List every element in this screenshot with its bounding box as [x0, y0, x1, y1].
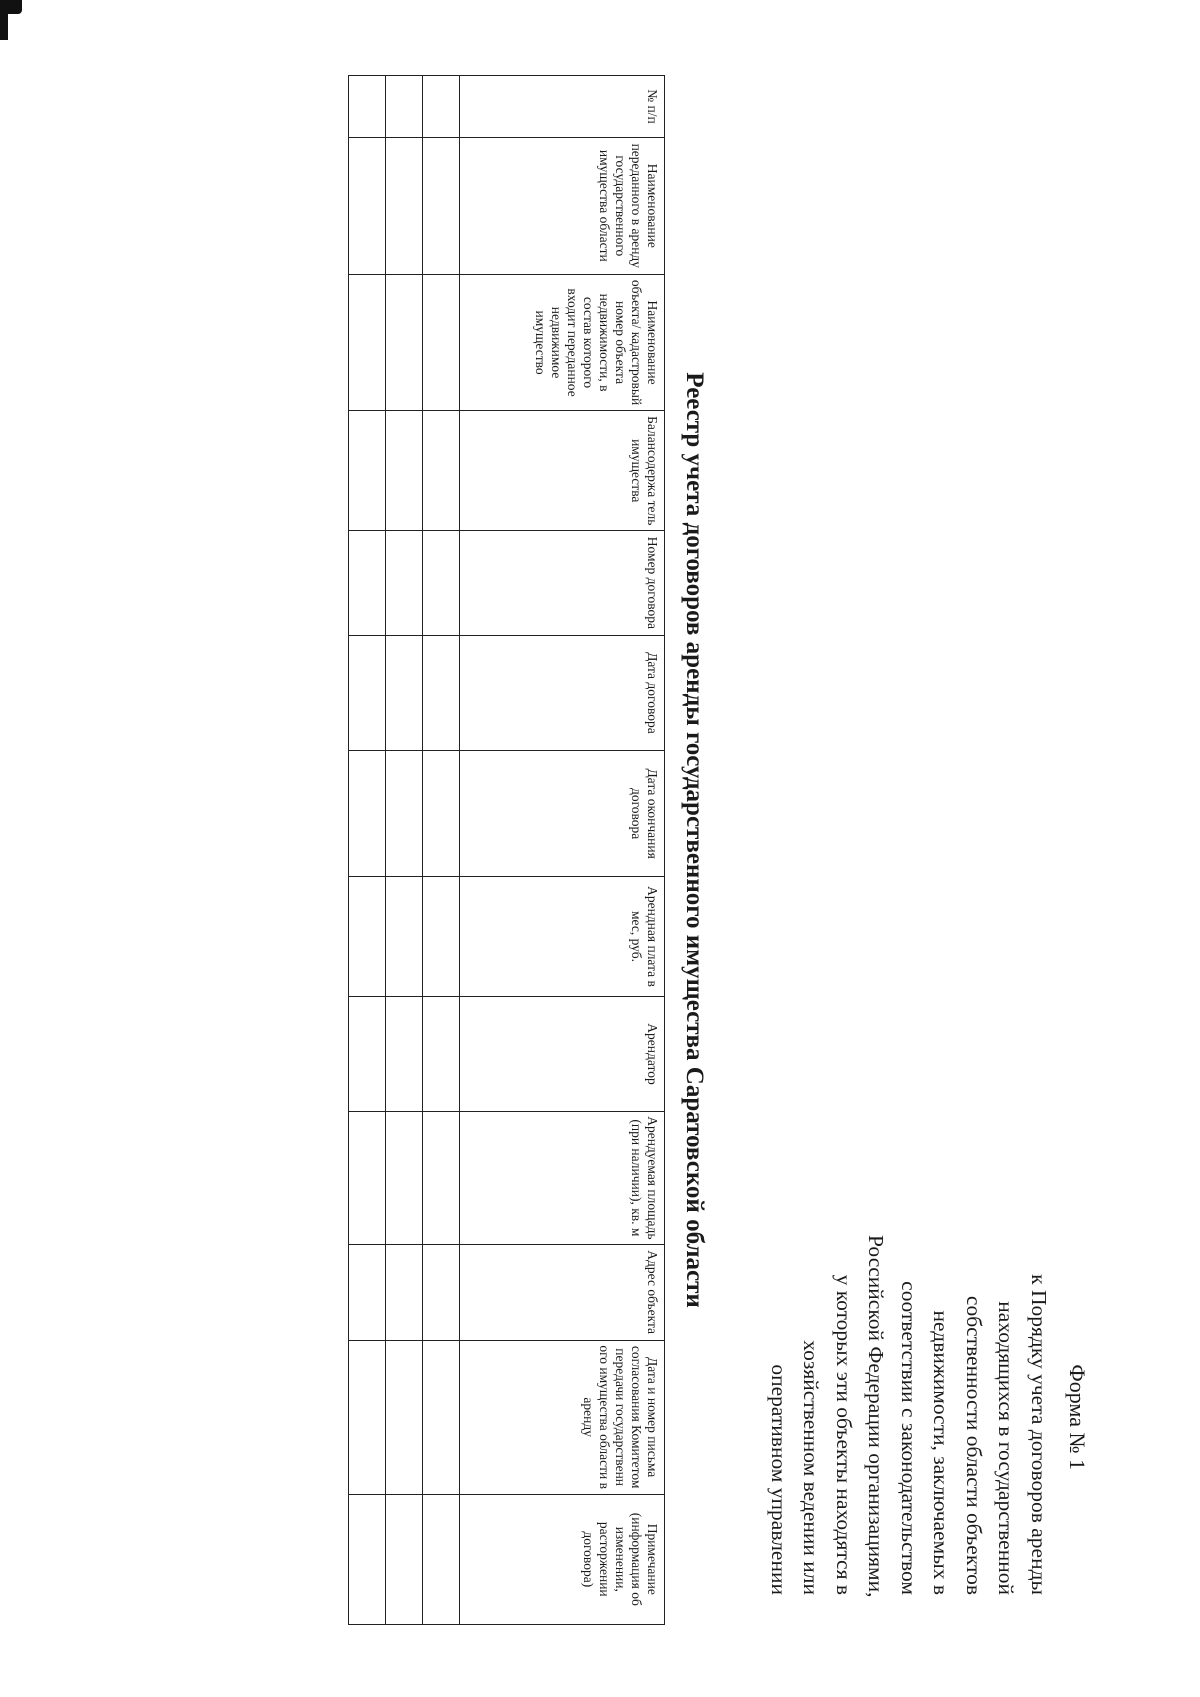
- column-header: Балансодержа тель имущества: [460, 411, 665, 531]
- order-line: недвижимости, заключаемых в: [929, 1310, 954, 1595]
- column-header: Дата договора: [460, 635, 665, 750]
- table-cell[interactable]: [349, 531, 386, 636]
- order-line: соответствии с законодательством: [897, 1281, 921, 1595]
- header-block: [730, 1170, 1150, 1610]
- table-cell[interactable]: [349, 411, 386, 531]
- table-cell[interactable]: [423, 531, 460, 636]
- table-cell[interactable]: [386, 137, 423, 274]
- table-cell[interactable]: [386, 531, 423, 636]
- order-line: находящихся в государственной: [994, 1301, 1019, 1595]
- column-header: Дата окончания договора: [460, 751, 665, 877]
- table-cell[interactable]: [349, 877, 386, 997]
- table-row: [349, 76, 386, 1625]
- table-cell[interactable]: [386, 635, 423, 750]
- table-cell[interactable]: [423, 996, 460, 1111]
- table-cell[interactable]: [423, 1340, 460, 1494]
- document-title: Реестр учета договоров аренды государственного имущества Саратовской области: [681, 372, 708, 1308]
- table-cell[interactable]: [386, 1494, 423, 1624]
- order-line: к Порядку учета договоров аренды: [1027, 1274, 1051, 1595]
- order-reference: [763, 1235, 1056, 1598]
- order-line: хозяйственном ведении или: [799, 1340, 824, 1595]
- table-cell[interactable]: [349, 1112, 386, 1244]
- column-header: Примечание (информация об изменении, расторжении договора): [460, 1494, 665, 1624]
- column-header: Наименование переданного в аренду государственного имущества области: [460, 137, 665, 274]
- table-cell[interactable]: [386, 274, 423, 411]
- table-row: [386, 76, 423, 1625]
- column-header: Наименование объекта/ кадастровый номер объекта недвижимости, в состав которого входит переданное недвижимое имущество: [460, 274, 665, 411]
- table-cell[interactable]: [423, 877, 460, 997]
- table-cell[interactable]: [349, 1244, 386, 1340]
- table-cell[interactable]: [349, 635, 386, 750]
- column-header: Адрес объекта: [460, 1244, 665, 1340]
- table-header-row: [460, 76, 665, 1625]
- table-cell[interactable]: [386, 76, 423, 138]
- order-line: оперативном управлении: [767, 1364, 791, 1595]
- table-cell[interactable]: [386, 411, 423, 531]
- column-header: Номер договора: [460, 531, 665, 636]
- table-cell[interactable]: [423, 76, 460, 138]
- rotated-form-sheet: [110, 20, 1150, 1660]
- table-cell[interactable]: [349, 1494, 386, 1624]
- table-cell[interactable]: [423, 751, 460, 877]
- column-header: № п/п: [460, 76, 665, 138]
- table-cell[interactable]: [386, 1340, 423, 1494]
- table-cell[interactable]: [386, 1244, 423, 1340]
- form-number: Форма № 1: [1065, 1364, 1090, 1470]
- table-cell[interactable]: [349, 274, 386, 411]
- table-cell[interactable]: [423, 1112, 460, 1244]
- table-cell[interactable]: [423, 137, 460, 274]
- table-cell[interactable]: [386, 1112, 423, 1244]
- table-row: [423, 76, 460, 1625]
- column-header: Дата и номер письма согласования Комитетом передачи государственн ого имущества области в аренду: [460, 1340, 665, 1494]
- table-cell[interactable]: [349, 137, 386, 274]
- order-line: Российской Федерации организациями,: [864, 1235, 889, 1598]
- registry-table: [348, 75, 665, 1625]
- order-line: собственности области объектов: [962, 1295, 986, 1595]
- order-line: у которых эти объекты находятся в: [832, 1274, 856, 1595]
- table-cell[interactable]: [349, 996, 386, 1111]
- column-header: Арендная плата в мес, руб.: [460, 877, 665, 997]
- table-cell[interactable]: [386, 877, 423, 997]
- table-cell[interactable]: [349, 751, 386, 877]
- table-cell[interactable]: [386, 996, 423, 1111]
- table-cell[interactable]: [423, 1494, 460, 1624]
- table-cell[interactable]: [423, 635, 460, 750]
- scan-artifact-edge: [0, 0, 8, 40]
- table-cell[interactable]: [423, 274, 460, 411]
- column-header: Арендатор: [460, 996, 665, 1111]
- column-header: Арендуемая площадь (при наличии), кв. м: [460, 1112, 665, 1244]
- table-cell[interactable]: [423, 1244, 460, 1340]
- table-cell[interactable]: [386, 751, 423, 877]
- table-cell[interactable]: [349, 1340, 386, 1494]
- table-cell[interactable]: [423, 411, 460, 531]
- table-cell[interactable]: [349, 76, 386, 138]
